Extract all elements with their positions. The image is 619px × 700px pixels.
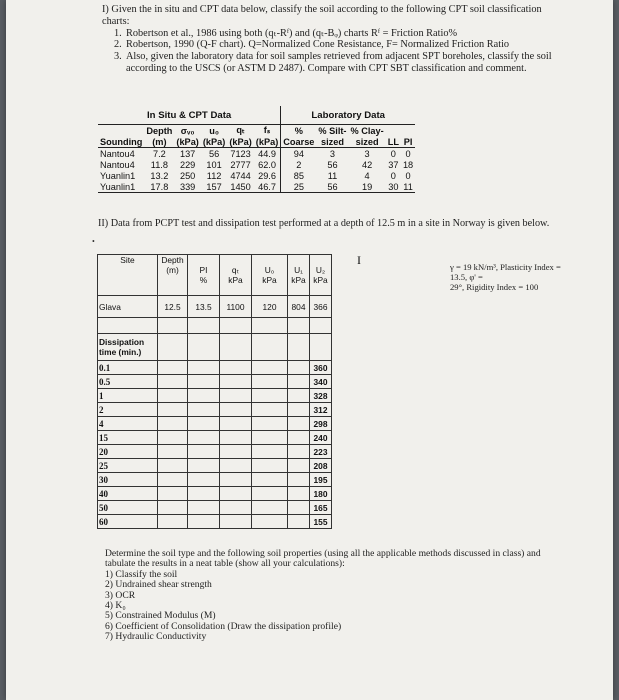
header-top: u₀ (209, 125, 219, 136)
header-depth-label: Depth (161, 255, 184, 265)
table-row (98, 501, 332, 515)
table-row (98, 515, 332, 529)
cell: 17.8 (144, 181, 174, 193)
cell: 2 (281, 159, 317, 170)
table-row (98, 417, 332, 431)
cell: 137 (179, 148, 196, 159)
header-u0: (kPa) (202, 136, 226, 147)
cell: 157 (201, 181, 227, 193)
cell: 0 (405, 148, 411, 159)
header-pi-unit: % (199, 275, 208, 285)
header-top: fₛ (263, 125, 271, 135)
header-top: Depth (146, 125, 173, 136)
header-pi-label: PI (199, 265, 208, 275)
section-laboratory: Laboratory Data (281, 106, 415, 125)
u2-cell: 328 (310, 389, 332, 403)
header-u2 (310, 255, 332, 296)
u2-cell: 195 (310, 473, 332, 487)
cell: 56 (316, 181, 348, 193)
cell: 13.2 (150, 170, 169, 181)
cell: 19 (349, 181, 386, 193)
time-cell: 40 (98, 487, 158, 501)
u2-cell: 223 (310, 445, 332, 459)
header-depth-unit: (m) (166, 265, 179, 275)
header-clay: sized (349, 136, 386, 148)
header-u0 (252, 255, 288, 296)
u2-cell: 165 (310, 501, 332, 515)
header-top (401, 125, 415, 137)
cell: 7123 (230, 148, 251, 159)
header-u1-label: U₁ (294, 265, 303, 275)
time-cell: 1 (98, 389, 158, 403)
time-cell: 2 (98, 403, 158, 417)
u2-cell: 312 (310, 403, 332, 417)
header-u1-unit: kPa (291, 275, 306, 285)
property-item: 4) K₀ (105, 600, 126, 612)
header-pi (188, 255, 220, 296)
u2-cell: 240 (310, 431, 332, 445)
u2-cell: 180 (310, 487, 332, 501)
cell: 62.0 (258, 159, 276, 170)
header-depth (158, 255, 188, 296)
table-row (98, 445, 332, 459)
part1-item-2: 2. Robertson, 1990 (Q-F chart). Q=Normalized Cone Resistance, F= Normalized Friction Ratio (114, 39, 510, 51)
cell: 11 (401, 181, 415, 193)
table-row (98, 159, 415, 170)
header-site (98, 255, 158, 296)
cell: 101 (206, 159, 222, 170)
cell: 112 (206, 170, 222, 181)
header-silt: sized (316, 136, 348, 148)
u2-cell: 155 (310, 515, 332, 529)
header-top: qₜ (236, 125, 245, 135)
header-u2-unit: kPa (313, 275, 328, 285)
header-qt: (kPa) (229, 136, 252, 147)
cell: 804 (288, 296, 310, 318)
cell: Yuanlin1 (100, 170, 136, 181)
cell: 0 (390, 148, 396, 159)
cell: 11.8 (150, 159, 168, 170)
header-top: % Silt- (318, 125, 347, 136)
part3-intro: Determine the soil type and the following soil properties (using all the applicable methods discussed in class) and tabulate the results in a neat table (show all your calculations): (105, 548, 541, 570)
cell: 0 (405, 170, 411, 181)
u2-cell: 298 (310, 417, 332, 431)
blank-row (98, 318, 332, 334)
cell: 2777 (230, 159, 251, 170)
cell: 30 (386, 181, 401, 193)
header-top (386, 125, 401, 137)
cell: 25 (281, 181, 317, 193)
part1-heading: I) Given the in situ and CPT data below, classify the soil according to the following CPT soil classification charts: (102, 4, 542, 27)
cell: 42 (361, 159, 373, 170)
cell: 4 (364, 170, 370, 181)
header-top: σᵥ₀ (180, 125, 195, 136)
property-item: 6) Coefficient of Consolidation (Draw the dissipation profile) (105, 620, 342, 632)
header-u0-label: U₀ (264, 265, 275, 275)
part2-soil-info (450, 262, 565, 292)
cell: 37 (388, 159, 399, 170)
table-row (98, 487, 332, 501)
header-pi: PI (401, 136, 415, 148)
part1-item-1: 1. Robertson et al., 1986 using both (qₜ-Rᶠ) and (qₜ-Bᵩ) charts Rᶠ = Friction Ratio% (114, 27, 458, 39)
table-row (98, 361, 332, 375)
time-cell: 50 (98, 501, 158, 515)
header-u0-unit: kPa (262, 275, 277, 285)
table-row (98, 148, 415, 160)
header-qt-unit: kPa (228, 275, 243, 285)
table-row (98, 181, 415, 193)
dissipation-time-label: Dissipation time (min.) (98, 334, 158, 361)
cell: 3 (329, 148, 336, 159)
cpt-lab-data-table (98, 106, 415, 193)
time-cell: 30 (98, 473, 158, 487)
cell: 3 (364, 148, 370, 159)
cell: 44.9 (258, 148, 276, 159)
header-u2-label: U₂ (315, 265, 326, 275)
list-bullet: • (92, 237, 95, 246)
property-item: 7) Hydraulic Conductivity (105, 631, 207, 643)
header-qt (220, 255, 252, 296)
header-coarse: Coarse (281, 136, 317, 148)
header-ll: LL (387, 136, 399, 147)
header-depth: (m) (144, 136, 174, 148)
dissipation-label-row (98, 334, 332, 361)
cell: 229 (179, 159, 196, 170)
header-u1 (288, 255, 310, 296)
site-data-row (98, 296, 332, 318)
property-item: 1) Classify the soil (105, 568, 178, 580)
table-row (98, 431, 332, 445)
cell: Nantou4 (100, 159, 135, 170)
part1-item-3: 3. Also, given the laboratory data for soil samples retrieved from adjacent SPT boreholes, classify the soil according to the USCS (or ASTM D 2487). Compare with CPT SBT classification and comment. (114, 51, 552, 74)
time-cell: 20 (98, 445, 158, 459)
cell: Nantou4 (100, 148, 135, 159)
cell: 7.2 (152, 148, 166, 159)
text-cursor-icon: I (357, 253, 361, 267)
header-qt-label: qₜ (231, 265, 240, 275)
table-row (98, 473, 332, 487)
cell: 120 (252, 296, 288, 318)
cell: 29.6 (258, 170, 276, 181)
part3-instructions (105, 549, 545, 643)
part1-question (102, 4, 562, 75)
table-row (98, 403, 332, 417)
cell: 339 (174, 181, 200, 193)
u2-cell: 340 (310, 375, 332, 389)
cell: 1100 (220, 296, 252, 318)
time-cell: 0.1 (98, 361, 158, 375)
property-item: 2) Undrained shear strength (105, 579, 212, 591)
header-top (98, 125, 144, 137)
cell: 4744 (230, 170, 251, 181)
cell: 94 (281, 148, 317, 160)
cell: 11 (327, 170, 338, 181)
cell: 0 (390, 170, 396, 181)
cell: 1450 (227, 181, 253, 193)
time-cell: 0.5 (98, 375, 158, 389)
table-row (98, 459, 332, 473)
cell: 85 (281, 170, 317, 181)
soil-info-line: 29°, Rigidity Index = 100 (450, 282, 539, 292)
cell: Glava (98, 296, 158, 318)
time-cell: 60 (98, 515, 158, 529)
part2-heading: II) Data from PCPT test and dissipation test performed at a depth of 12.5 m in a site in Norway is given below. (98, 218, 550, 229)
u2-cell: 208 (310, 459, 332, 473)
property-item: 5) Constrained Modulus (M) (105, 610, 216, 622)
time-cell: 25 (98, 459, 158, 473)
header-top: % Clay- (350, 125, 384, 136)
table-row (98, 170, 415, 181)
soil-info-line: γ = 19 kN/m³, Plasticity Index = 13.5, φ' = (450, 262, 561, 282)
cell: 13.5 (188, 296, 220, 318)
cell: 366 (310, 296, 332, 318)
property-item: 3) OCR (105, 589, 136, 601)
header-top: % (281, 125, 317, 137)
header-sounding: Sounding (100, 136, 143, 147)
header-site-label: Site (120, 255, 135, 265)
cell: 46.7 (254, 181, 281, 193)
cell: 250 (179, 170, 196, 181)
header-sigma: (kPa) (176, 136, 199, 147)
table-row (98, 389, 332, 403)
cell: Yuanlin1 (98, 181, 144, 193)
cell: 12.5 (158, 296, 188, 318)
time-cell: 15 (98, 431, 158, 445)
time-cell: 4 (98, 417, 158, 431)
cell: 56 (208, 148, 220, 159)
header-fs: (kPa) (254, 136, 281, 148)
pcpt-dissipation-table (97, 254, 332, 529)
section-insitu-cpt: In Situ & CPT Data (98, 106, 281, 125)
table-row (98, 375, 332, 389)
cell: 56 (327, 159, 338, 170)
cell: 18 (402, 159, 414, 170)
u2-cell: 360 (310, 361, 332, 375)
